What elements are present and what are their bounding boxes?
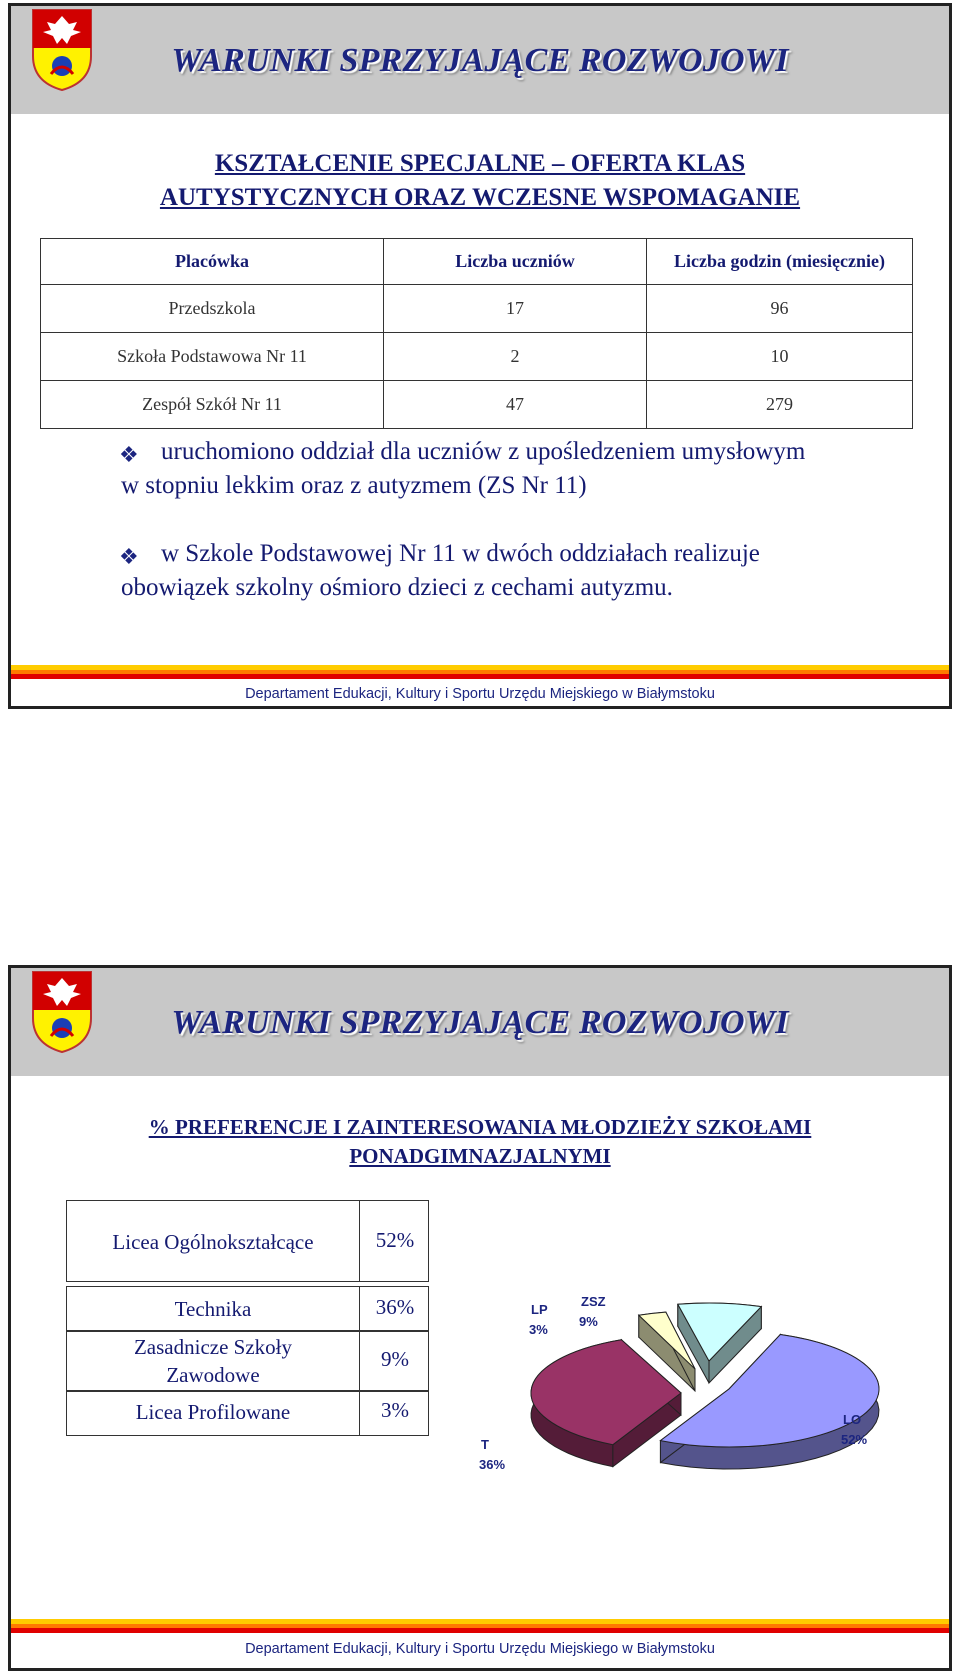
table-cell: Przedszkola (41, 285, 384, 333)
table-cell: 10 (647, 333, 913, 381)
table-row (66, 1200, 429, 1282)
row-value (359, 1287, 430, 1331)
pie-label-name: LP (531, 1302, 548, 1317)
subtitle-line: KSZTAŁCENIE SPECJALNE – OFERTA KLAS (214, 150, 746, 177)
subtitle-line: PONADGIMNAZJALNYMI (349, 1144, 611, 1168)
table-row (41, 285, 913, 333)
bullet-item (121, 435, 921, 503)
table-cell: Zespół Szkół Nr 11 (41, 381, 384, 429)
table-row (41, 381, 913, 429)
footer-stripe (11, 665, 949, 679)
pie-label-name: LO (843, 1412, 862, 1427)
slide-header (11, 6, 949, 114)
bullet-text: w Szkole Podstawowej Nr 11 w dwóch oddziałach realizuje (161, 540, 760, 567)
slide-title: WARUNKI SPRZYJAJĄCE ROZWOJOWI (171, 42, 789, 79)
footer-text: Departament Edukacji, Kultury i Sportu Urzędu Miejskiego w Białymstoku (245, 1641, 715, 1657)
row-label (67, 1333, 359, 1389)
column-header: Liczba godzin (miesięcznie) (647, 239, 913, 285)
table-cell: 17 (384, 285, 647, 333)
bullet-text: uruchomiono oddział dla uczniów z upośledzeniem umysłowym (161, 438, 806, 465)
diamond-bullet-icon: ❖ (119, 544, 139, 569)
value-text: 36% (375, 1295, 415, 1319)
table-header-row (41, 239, 913, 285)
table-row (41, 333, 913, 381)
pie-label-name: ZSZ (581, 1294, 606, 1309)
label-line: Zawodowe (166, 1363, 260, 1387)
value-text: 52% (375, 1228, 415, 1252)
footer-stripe (11, 1619, 949, 1633)
table-cell: 47 (384, 381, 647, 429)
label-line: Zasadnicze Szkoły (133, 1335, 293, 1359)
table-cell: 279 (647, 381, 913, 429)
slide-1 (8, 3, 952, 709)
section-subtitle (11, 147, 949, 215)
pie-slice-t (531, 1340, 681, 1467)
slide-2 (8, 965, 952, 1671)
bullet-text: w stopniu lekkim oraz z autyzmem (ZS Nr 11) (121, 472, 587, 499)
table-cell: 96 (647, 285, 913, 333)
table-row (66, 1286, 429, 1332)
row-label: Licea Profilowane (135, 1400, 291, 1424)
row-label: Technika (174, 1297, 252, 1321)
preference-table (66, 1200, 429, 1448)
slide-title: WARUNKI SPRZYJAJĄCE ROZWOJOWI (171, 1004, 789, 1041)
pie-label-value: 3% (529, 1322, 548, 1337)
row-value (359, 1201, 430, 1281)
value-text: 9% (381, 1347, 409, 1371)
bullet-item (121, 537, 921, 605)
row-value (359, 1391, 430, 1435)
table-cell: Szkoła Podstawowa Nr 11 (41, 333, 384, 381)
table-cell: 2 (384, 333, 647, 381)
pie-label-value: 9% (579, 1314, 598, 1329)
pie-label-name: T (481, 1437, 489, 1452)
preference-pie-chart (471, 1284, 931, 1504)
footer-text: Departament Edukacji, Kultury i Sportu Urzędu Miejskiego w Białymstoku (245, 686, 715, 702)
subtitle-line: AUTYSTYCZNYCH ORAZ WCZESNE WSPOMAGANIE (159, 184, 801, 211)
value-text: 3% (381, 1398, 409, 1422)
slide-header (11, 968, 949, 1076)
column-header: Placówka (41, 239, 384, 285)
pie-label-value: 52% (841, 1432, 868, 1447)
subtitle-line: % PREFERENCJE I ZAINTERESOWANIA MŁODZIEŻY SZKOŁAMI (148, 1115, 812, 1139)
pie-label-value: 36% (479, 1457, 506, 1472)
row-label: Licea Ogólnokształcące (112, 1230, 314, 1254)
row-value (359, 1331, 430, 1391)
table-row (66, 1330, 429, 1392)
classes-table (40, 238, 913, 429)
bullet-text: obowiązek szkolny ośmioro dzieci z cechami autyzmu. (121, 574, 673, 601)
diamond-bullet-icon: ❖ (119, 442, 139, 467)
section-subtitle (11, 1113, 949, 1171)
column-header: Liczba uczniów (384, 239, 647, 285)
table-row (66, 1390, 429, 1436)
bullet-list (121, 435, 921, 639)
